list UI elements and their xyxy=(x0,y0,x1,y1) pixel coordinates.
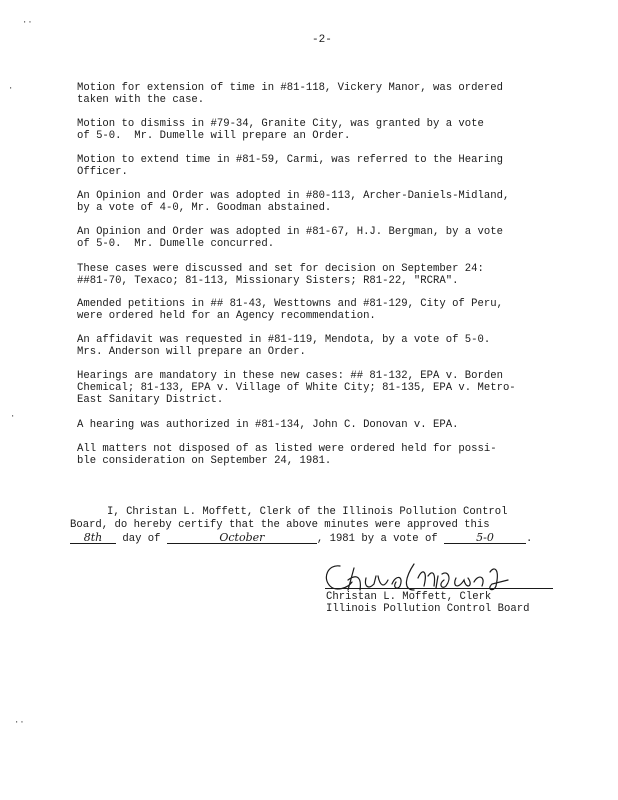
signature-line xyxy=(325,588,553,589)
signer-name: Christan L. Moffett, Clerk xyxy=(326,591,492,603)
minutes-paragraph: Motion for extension of time in #81-118, Vickery Manor, was ordered taken with the case. xyxy=(77,82,503,106)
minutes-paragraph: All matters not disposed of as listed were ordered held for possi- ble consideration on September 24, 1981. xyxy=(77,443,497,467)
minutes-paragraph: Hearings are mandatory in these new cases: ## 81-132, EPA v. Borden Chemical; 81-133, EPA v. Village of White City; 81-135, EPA v. Metro- East Sanitary District. xyxy=(77,370,516,406)
minutes-paragraph: An Opinion and Order was adopted in #80-113, Archer-Daniels-Midland, by a vote of 4-0, Mr. Goodman abstained. xyxy=(77,190,510,214)
minutes-paragraph: Amended petitions in ## 81-43, Westtowns and #81-129, City of Peru, were ordered held for an Agency recommendation. xyxy=(77,298,503,322)
minutes-paragraph: A hearing was authorized in #81-134, John C. Donovan v. EPA. xyxy=(77,419,459,431)
minutes-paragraph: An Opinion and Order was adopted in #81-67, H.J. Bergman, by a vote of 5-0. Mr. Dumelle concurred. xyxy=(77,226,503,250)
minutes-paragraph: Motion to extend time in #81-59, Carmi, was referred to the Hearing Officer. xyxy=(77,154,503,178)
page-number: -2- xyxy=(312,34,332,46)
day-field: 8th xyxy=(70,532,116,544)
scan-mark: ⋅ xyxy=(8,84,14,94)
year-vote-label: , 1981 by a vote of xyxy=(316,533,438,545)
scan-mark: ⋅⋅ xyxy=(22,18,33,28)
signer-organization: Illinois Pollution Control Board xyxy=(326,603,530,615)
month-field: October xyxy=(167,532,317,544)
vote-field: 5-0 xyxy=(444,532,526,544)
certify-text: , do hereby certify that the above minutes were approved this xyxy=(101,519,490,531)
scan-mark: ⋅⋅ xyxy=(14,718,25,728)
certification-line-2 xyxy=(70,519,570,532)
minutes-paragraph: These cases were discussed and set for decision on September 24: ##81-70, Texaco; 81-113, Missionary Sisters; R81-22, "RCRA". xyxy=(77,263,484,287)
minutes-paragraph: An affidavit was requested in #81-119, Mendota, by a vote of 5-0. Mrs. Anderson will prepare an Order. xyxy=(77,334,491,358)
certification-line-1: I, Christan L. Moffett, Clerk of the Illinois Pollution Control xyxy=(107,506,508,518)
board-word: Board xyxy=(70,519,102,531)
day-label: day of xyxy=(122,533,161,545)
scan-mark: ⋅ xyxy=(10,412,16,422)
certification-line-3 xyxy=(70,532,570,546)
period: . xyxy=(526,533,533,545)
minutes-paragraph: Motion to dismiss in #79-34, Granite City, was granted by a vote of 5-0. Mr. Dumelle will prepare an Order. xyxy=(77,118,484,142)
